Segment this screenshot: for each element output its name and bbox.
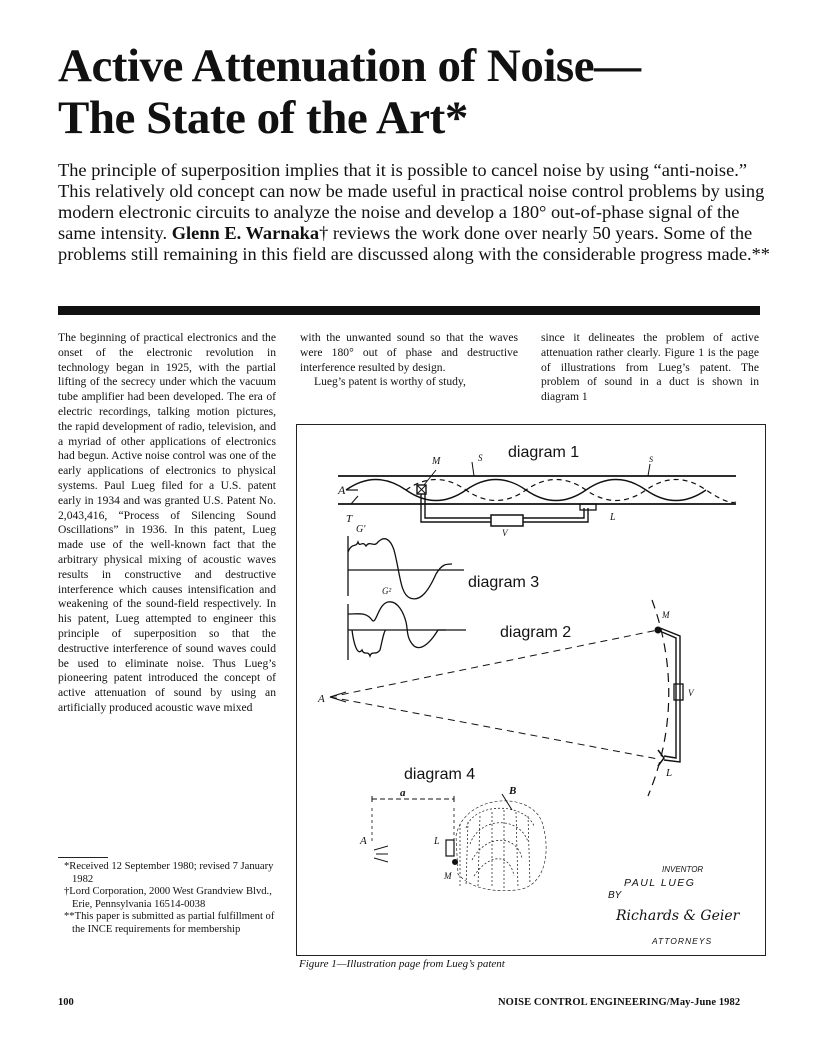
label-s1: S bbox=[478, 453, 483, 463]
diagram-1-duct bbox=[338, 462, 736, 526]
label-g1: G' bbox=[356, 524, 366, 535]
label-v-diagram2: V bbox=[688, 688, 694, 698]
abstract-part-2: reviews the work done over nearly 50 years. Some of the problems still remaining in this field are discussed along with the considerable progress made.** bbox=[58, 223, 770, 264]
column-2-para-1: with the unwanted sound so that the waves were 180° out of phase and destructive interference resulted by design. bbox=[300, 331, 518, 374]
figure-caption: Figure 1—Illustration page from Lueg’s patent bbox=[299, 958, 505, 970]
body-column-2 bbox=[300, 331, 518, 390]
footnote-rule bbox=[58, 857, 108, 858]
label-a-diagram2: A bbox=[318, 693, 325, 705]
journal-footer: NOISE CONTROL ENGINEERING/May-June 1982 bbox=[498, 997, 741, 1008]
diagram-2-label: diagram 2 bbox=[500, 624, 572, 641]
footnote-received: *Received 12 September 1980; revised 7 January 1982 bbox=[64, 861, 274, 885]
patent-figure bbox=[296, 424, 766, 956]
label-l-diagram4: L bbox=[434, 836, 440, 847]
column-2-para-2: Lueg’s patent is worthy of study, bbox=[314, 375, 466, 389]
label-a-lower: a bbox=[400, 787, 406, 799]
diagram-4-room bbox=[372, 794, 546, 891]
label-a-diagram1: A bbox=[338, 483, 346, 497]
author-name: Glenn E. Warnaka bbox=[171, 223, 320, 243]
page-number: 100 bbox=[58, 997, 74, 1008]
diagram-4-label: diagram 4 bbox=[404, 766, 476, 783]
attorneys-label: ATTORNEYS bbox=[652, 936, 713, 946]
by-label: BY bbox=[608, 890, 622, 901]
label-l-diagram2: L bbox=[666, 767, 673, 779]
column-1-text: The beginning of practical electronics and the onset of the electronic revolution in technology began in 1925, with the partial lifting of the secrecy under which the vacuum tube amplifier had been developed. The era of electric recordings, talking motion pictures, the rapid development of radio, television, and a myriad of other applications of electronics had begun. Active noise control was one of the early applications of electronics to physical systems. Paul Lueg filed for a U.S. patent early in 1934 and was granted U.S. Patent No. 2,043,416, “Process of Silencing Sound Oscillations” in 1936. In this patent, Lueg made use of the well-known fact that the arbitrary physical mixing of acoustic waves results in constructive and destructive interference which causes intensification and weakening of the sound-field respectively. In his patent, Lueg attempted to engineer this principle of superposition so that the destructive interference of sound waves could be used to eliminate noise. Thus Lueg’s pioneering patent introduced the concept of active attenuation of sound by using an artificially produced acoustic wave mixed bbox=[58, 331, 276, 714]
footnote-affiliation: †Lord Corporation, 2000 West Grandview Blvd., Erie, Pennsylvania 16514-0038 bbox=[64, 886, 272, 910]
inventor-label: INVENTOR bbox=[662, 865, 704, 874]
label-l-diagram1: L bbox=[610, 512, 616, 523]
diagram-1-label: diagram 1 bbox=[508, 444, 580, 461]
title-line-1: Active Attenuation of Noise— bbox=[58, 40, 641, 92]
label-g2: G² bbox=[382, 586, 392, 596]
footnote-membership: **This paper is submitted as partial fulfillment of the INCE requirements for membership bbox=[64, 911, 275, 935]
label-v-diagram1: V bbox=[502, 528, 508, 538]
attorney-signature: Richards & Geier bbox=[616, 908, 740, 924]
label-s2: S bbox=[649, 455, 653, 464]
label-b: B bbox=[509, 785, 517, 797]
label-t: T bbox=[346, 513, 353, 525]
author-mark: † bbox=[319, 223, 329, 243]
body-column-1 bbox=[58, 331, 276, 716]
abstract bbox=[58, 160, 770, 265]
column-3-text: since it delineates the problem of active attenuation rather clearly. Figure 1 is the page of illustrations from Lueg’s patent. The problem of sound in a duct is shown in diagram 1 bbox=[541, 331, 759, 404]
label-m-diagram4: M bbox=[444, 871, 452, 881]
label-a-diagram4: A bbox=[360, 835, 367, 847]
body-column-3 bbox=[541, 331, 759, 405]
footnotes bbox=[58, 861, 276, 937]
label-m-diagram2: M bbox=[662, 610, 670, 620]
diagram-3-waveforms bbox=[348, 536, 466, 660]
diagram-3-label: diagram 3 bbox=[468, 574, 540, 591]
title-rule bbox=[58, 306, 760, 315]
title-line-2: The State of the Art* bbox=[58, 92, 468, 144]
inventor-name: PAUL LUEG bbox=[624, 877, 696, 889]
abstract-part-1: The principle of superposition implies that it is possible to cancel noise by using “anti-noise.” This relatively old concept can now be made useful in practical noise control problems by using modern electronic circuits to analyze the noise and develop a 180° out-of-phase signal of the same intensity. bbox=[58, 160, 765, 243]
article-title bbox=[58, 40, 778, 144]
label-m-diagram1: M bbox=[432, 456, 441, 467]
